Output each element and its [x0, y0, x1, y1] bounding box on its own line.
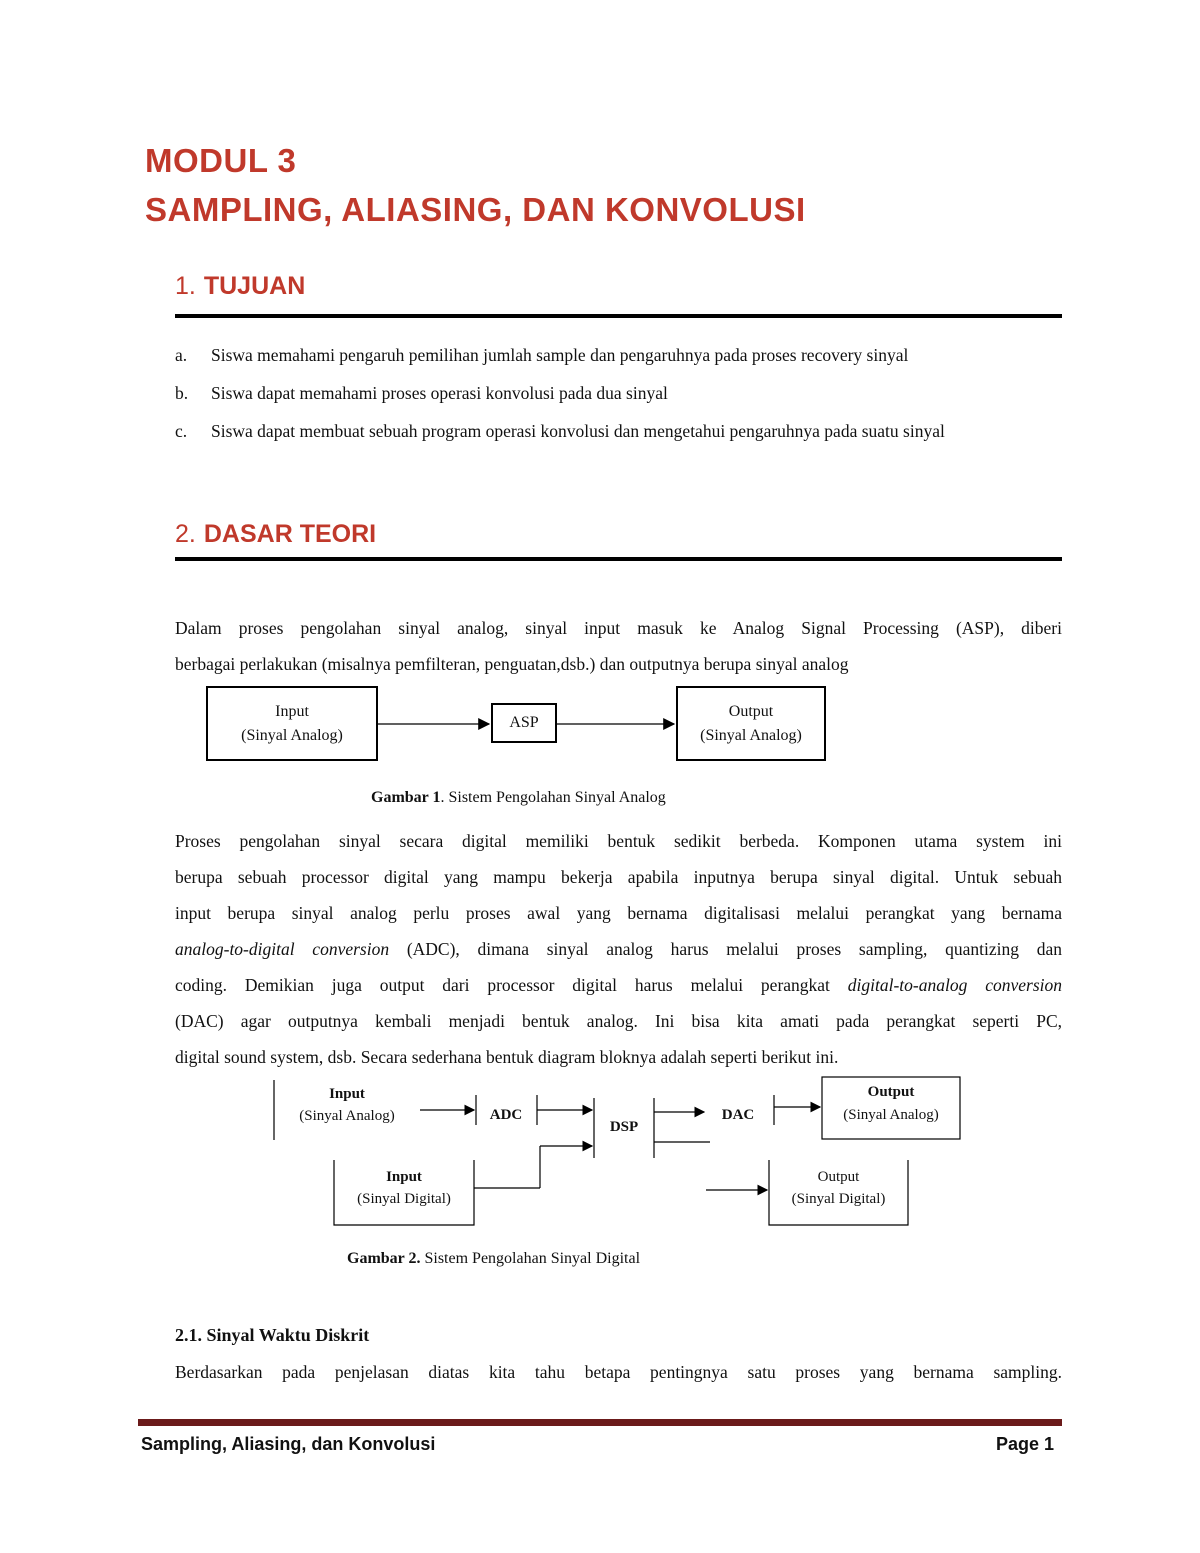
paragraph-line: (DAC) agar outputnya kembali menjadi bentuk analog. Ini bisa kita amati pada perangkat seperti PC, [175, 1011, 1062, 1031]
fig1-output-sub: (Sinyal Analog) [700, 726, 802, 744]
page-number: Page 1 [996, 1434, 1055, 1454]
footer-title: Sampling, Aliasing, dan Konvolusi [141, 1434, 436, 1454]
paragraph-line: digital sound system, dsb. Secara sederhana bentuk diagram bloknya adalah seperti berikut ini. [175, 1047, 839, 1067]
list-marker: a. [175, 345, 188, 365]
list-marker: b. [175, 383, 189, 403]
fig1-output-label: Output [728, 702, 774, 720]
fig2-input-analog-sub: (Sinyal Analog) [299, 1108, 395, 1124]
paragraph-fragment: (ADC), dimana sinyal analog harus melalui proses sampling, quantizing dan [389, 939, 1062, 959]
paragraph-line: Berdasarkan pada penjelasan diatas kita tahu betapa pentingnya satu proses yang bernama sampling. [175, 1362, 1062, 1382]
footer-rule [138, 1419, 1062, 1426]
paragraph-line: input berupa sinyal analog perlu proses awal yang bernama digitalisasi melalui perangkat yang bernama [175, 903, 1062, 923]
section-title: DASAR TEORI [203, 520, 377, 548]
paragraph-line: Proses pengolahan sinyal secara digital memiliki bentuk sedikit berbeda. Komponen utama system ini [175, 831, 1062, 851]
fig1-input-sub: (Sinyal Analog) [241, 726, 343, 744]
figure-2-caption [347, 1250, 640, 1268]
subsection-paragraph [175, 1354, 1062, 1390]
term-dac: digital-to-analog conversion [847, 975, 1062, 995]
module-number: MODUL 3 [145, 142, 297, 179]
fig2-output-analog-label: Output [867, 1084, 915, 1100]
fig2-output-digital-label: Output [817, 1169, 860, 1185]
fig2-input-digital-sub: (Sinyal Digital) [357, 1191, 451, 1207]
section-number: 2. [175, 520, 196, 548]
section-number: 1. [175, 272, 196, 300]
fig2-input-analog-label: Input [329, 1086, 365, 1102]
list-text: Siswa memahami pengaruh pemilihan jumlah sample dan pengaruhnya pada proses recovery sinyal [211, 345, 909, 365]
caption-text: . Sistem Pengolahan Sinyal Analog [440, 789, 666, 806]
term-adc: analog-to-digital conversion [175, 939, 390, 959]
caption-text: Sistem Pengolahan Sinyal Digital [420, 1250, 641, 1267]
paragraph-fragment: coding. Demikian juga output dari processor digital harus melalui perangkat [175, 975, 848, 995]
list-text: Siswa dapat memahami proses operasi konvolusi pada dua sinyal [211, 383, 668, 403]
list-marker: c. [175, 421, 188, 441]
subsection-heading: 2.1. Sinyal Waktu Diskrit [175, 1325, 370, 1345]
paragraph-line: berupa sebuah processor digital yang mampu bekerja apabila inputnya berupa sinyal digital. Untuk sebuah [175, 867, 1062, 887]
fig1-asp-label: ASP [509, 714, 539, 731]
fig2-dsp-label: DSP [609, 1119, 639, 1135]
fig2-output-digital-sub: (Sinyal Digital) [791, 1191, 886, 1207]
caption-label: Gambar 2. [347, 1250, 421, 1267]
fig2-input-digital-label: Input [386, 1169, 422, 1185]
paragraph-line: berbagai perlakukan (misalnya pemfilteran, penguatan,dsb.) dan outputnya berupa sinyal analog [175, 654, 849, 674]
fig1-input-label: Input [275, 702, 309, 720]
fig2-dac-label: DAC [721, 1107, 755, 1123]
fig2-output-analog-sub: (Sinyal Analog) [843, 1107, 939, 1123]
caption-label: Gambar 1 [371, 789, 441, 806]
section-title: TUJUAN [203, 272, 306, 300]
paragraph-line: Dalam proses pengolahan sinyal analog, sinyal input masuk ke Analog Signal Processing (ASP), diberi [175, 618, 1062, 638]
list-text: Siswa dapat membuat sebuah program operasi konvolusi dan mengetahui pengaruhnya pada suatu sinyal [211, 421, 945, 441]
fig2-adc-label: ADC [489, 1107, 523, 1123]
page-title: SAMPLING, ALIASING, DAN KONVOLUSI [145, 191, 806, 228]
